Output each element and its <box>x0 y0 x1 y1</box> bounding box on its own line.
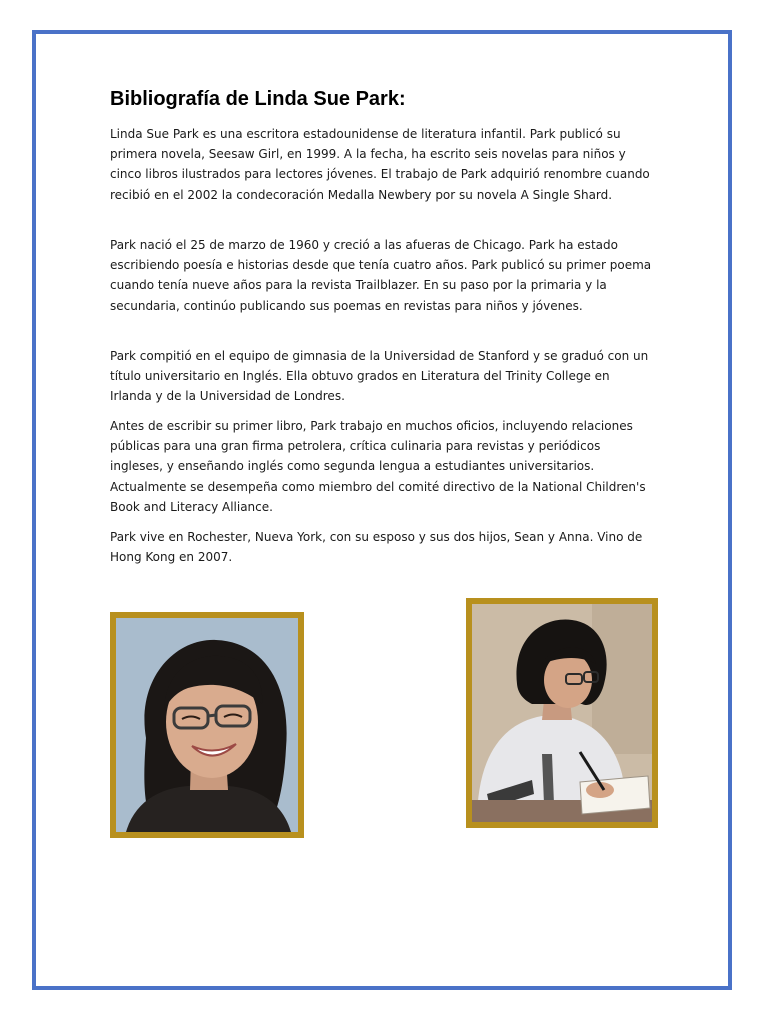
paragraph-early-life: Park nació el 25 de marzo de 1960 y creció a las afueras de Chicago. Park ha estado escribiendo poesía e historias desde que tenía cuatro años. Park publicó su primer poema cuando tenía nueve años para la revista Trailblazer. En su paso por la primaria y la secundaria, continúo publicando sus poemas en revistas para niños y jóvenes. <box>110 238 652 313</box>
paragraph-career: Antes de escribir su primer libro, Park trabajo en muchos oficios, incluyendo relaciones públicas para una gran firma petrolera, crítica culinaria para revistas y periódicos ingleses, y enseñando inglés como segunda lengua a estudiantes universitarios. Actualmente se desempeña como miembro del comité directivo de la National Children's Book and Literacy Alliance. <box>110 419 646 514</box>
page-title: Bibliografía de Linda Sue Park: <box>110 88 406 110</box>
author-signing-photo <box>466 598 658 828</box>
paragraph-intro: Linda Sue Park es una escritora estadounidense de literatura infantil. Park publicó su primera novela, Seesaw Girl, en 1999. A la fecha, ha escrito seis novelas para niños y cinco libros ilustrados para lectores jóvenes. El trabajo de Park adquirió renombre cuando recibió en el 2002 la condecoración Medalla Newbery por su novela A Single Shard. <box>110 127 650 202</box>
author-portrait-photo <box>110 612 304 838</box>
signing-image <box>472 604 652 822</box>
paragraph-personal-life: Park vive en Rochester, Nueva York, con su esposo y sus dos hijos, Sean y Anna. Vino de Hong Kong en 2007. <box>110 530 643 565</box>
paragraph-education: Park compitió en el equipo de gimnasia de la Universidad de Stanford y se graduó con un título universitario en Inglés. Ella obtuvo grados en Literatura del Trinity College en Irlanda y de la Universidad de Londres. <box>110 349 649 404</box>
portrait-image <box>116 618 298 832</box>
